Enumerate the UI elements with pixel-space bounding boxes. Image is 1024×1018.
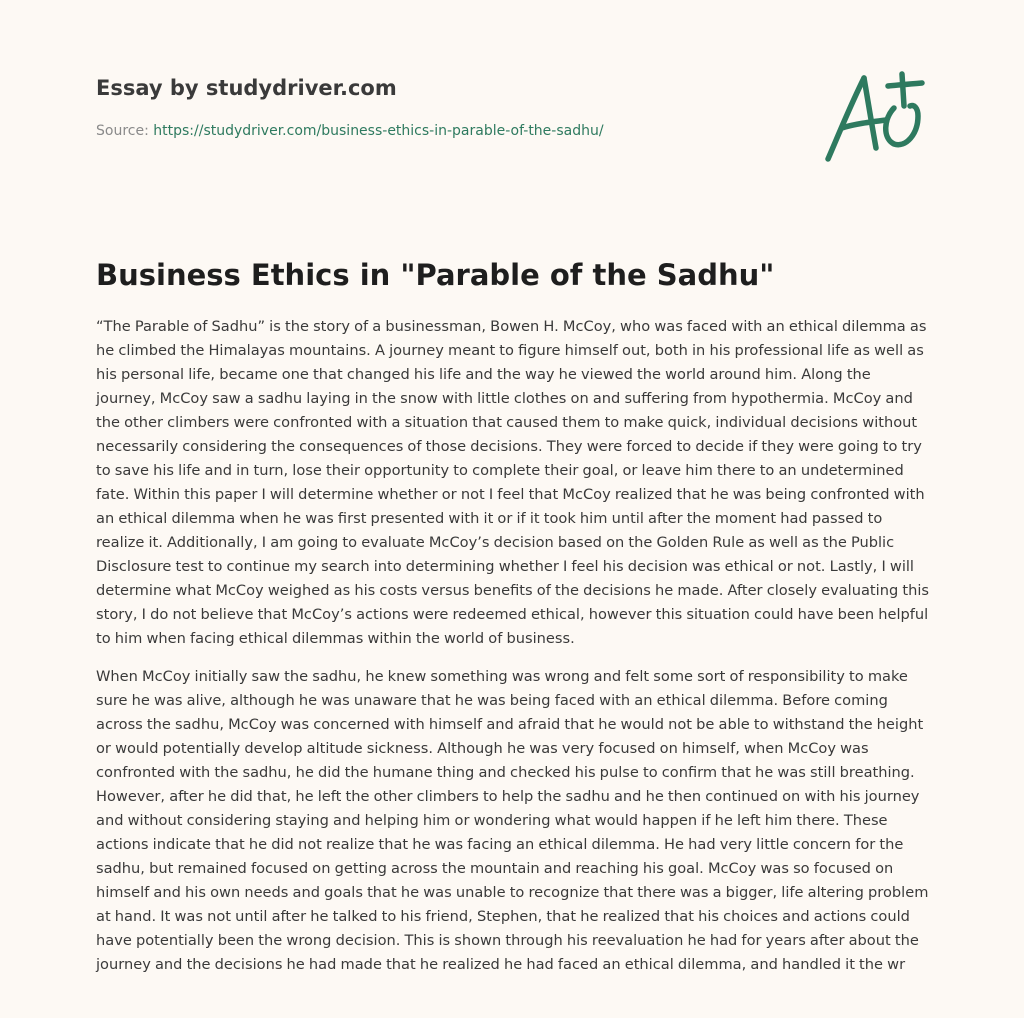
source-link[interactable]: https://studydriver.com/business-ethics-in-parable-of-the-sadhu/ bbox=[153, 123, 604, 139]
source-label: Source: bbox=[96, 123, 149, 139]
source-line bbox=[96, 123, 604, 139]
essay-body bbox=[96, 315, 930, 991]
essay-paragraph: “The Parable of Sadhu” is the story of a businessman, Bowen H. McCoy, who was faced with an ethical dilemma as he climbed the Himalayas mountains. A journey meant to figure himself out, both in his professional life as well as his personal life, became one that changed his life and the way he viewed the world around him. Along the journey, McCoy saw a sadhu laying in the snow with little clothes on and suffering from hypothermia. McCoy and the other climbers were confronted with a situation that caused them to make quick, individual decisions without necessarily considering the consequences of those decisions. They were forced to decide if they were going to try to save his life and in turn, lose their opportunity to complete their goal, or leave him there to an undetermined fate. Within this paper I will determine whether or not I feel that McCoy realized that he was being confronted with an ethical dilemma when he was first presented with it or if it took him until after the moment had passed to realize it. Additionally, I am going to evaluate McCoy’s decision based on the Golden Rule as well as the Public Disclosure test to continue my search into determining whether I feel his decision was ethical or not. Lastly, I will determine what McCoy weighed as his costs versus benefits of the decisions he made. After closely evaluating this story, I do not believe that McCoy’s actions were redeemed ethical, however this situation could have been helpful to him when facing ethical dilemmas within the world of business. bbox=[96, 318, 929, 647]
essay-title: Business Ethics in "Parable of the Sadhu" bbox=[96, 258, 775, 292]
essay-paragraph: When McCoy initially saw the sadhu, he knew something was wrong and felt some sort of responsibility to make sure he was alive, although he was unaware that he was being faced with an ethical dilemma. Before coming across the sadhu, McCoy was concerned with himself and afraid that he would not be able to withstand the height or would potentially develop altitude sickness. Although he was very focused on himself, when McCoy was confronted with the sadhu, he did the humane thing and checked his pulse to confirm that he was still breathing. However, after he did that, he left the other climbers to help the sadhu and he then continued on with his journey and without considering staying and helping him or wondering what would happen if he left him there. These actions indicate that he did not realize that he was facing an ethical dilemma. He had very little concern for the sadhu, but remained focused on getting across the mountain and reaching his goal. McCoy was so focused on himself and his own needs and goals that he was unable to recognize that there was a bigger, life altering problem at hand. It was not until after he talked to his friend, Stephen, that he realized that his choices and actions could have potentially been the wrong decision. This is shown through his reevaluation he had for years after about the journey and the decisions he had made that he realized he had faced an ethical dilemma, and handled it the wr bbox=[96, 668, 929, 973]
a-plus-icon bbox=[820, 66, 930, 166]
site-brand: Essay by studydriver.com bbox=[96, 76, 397, 100]
